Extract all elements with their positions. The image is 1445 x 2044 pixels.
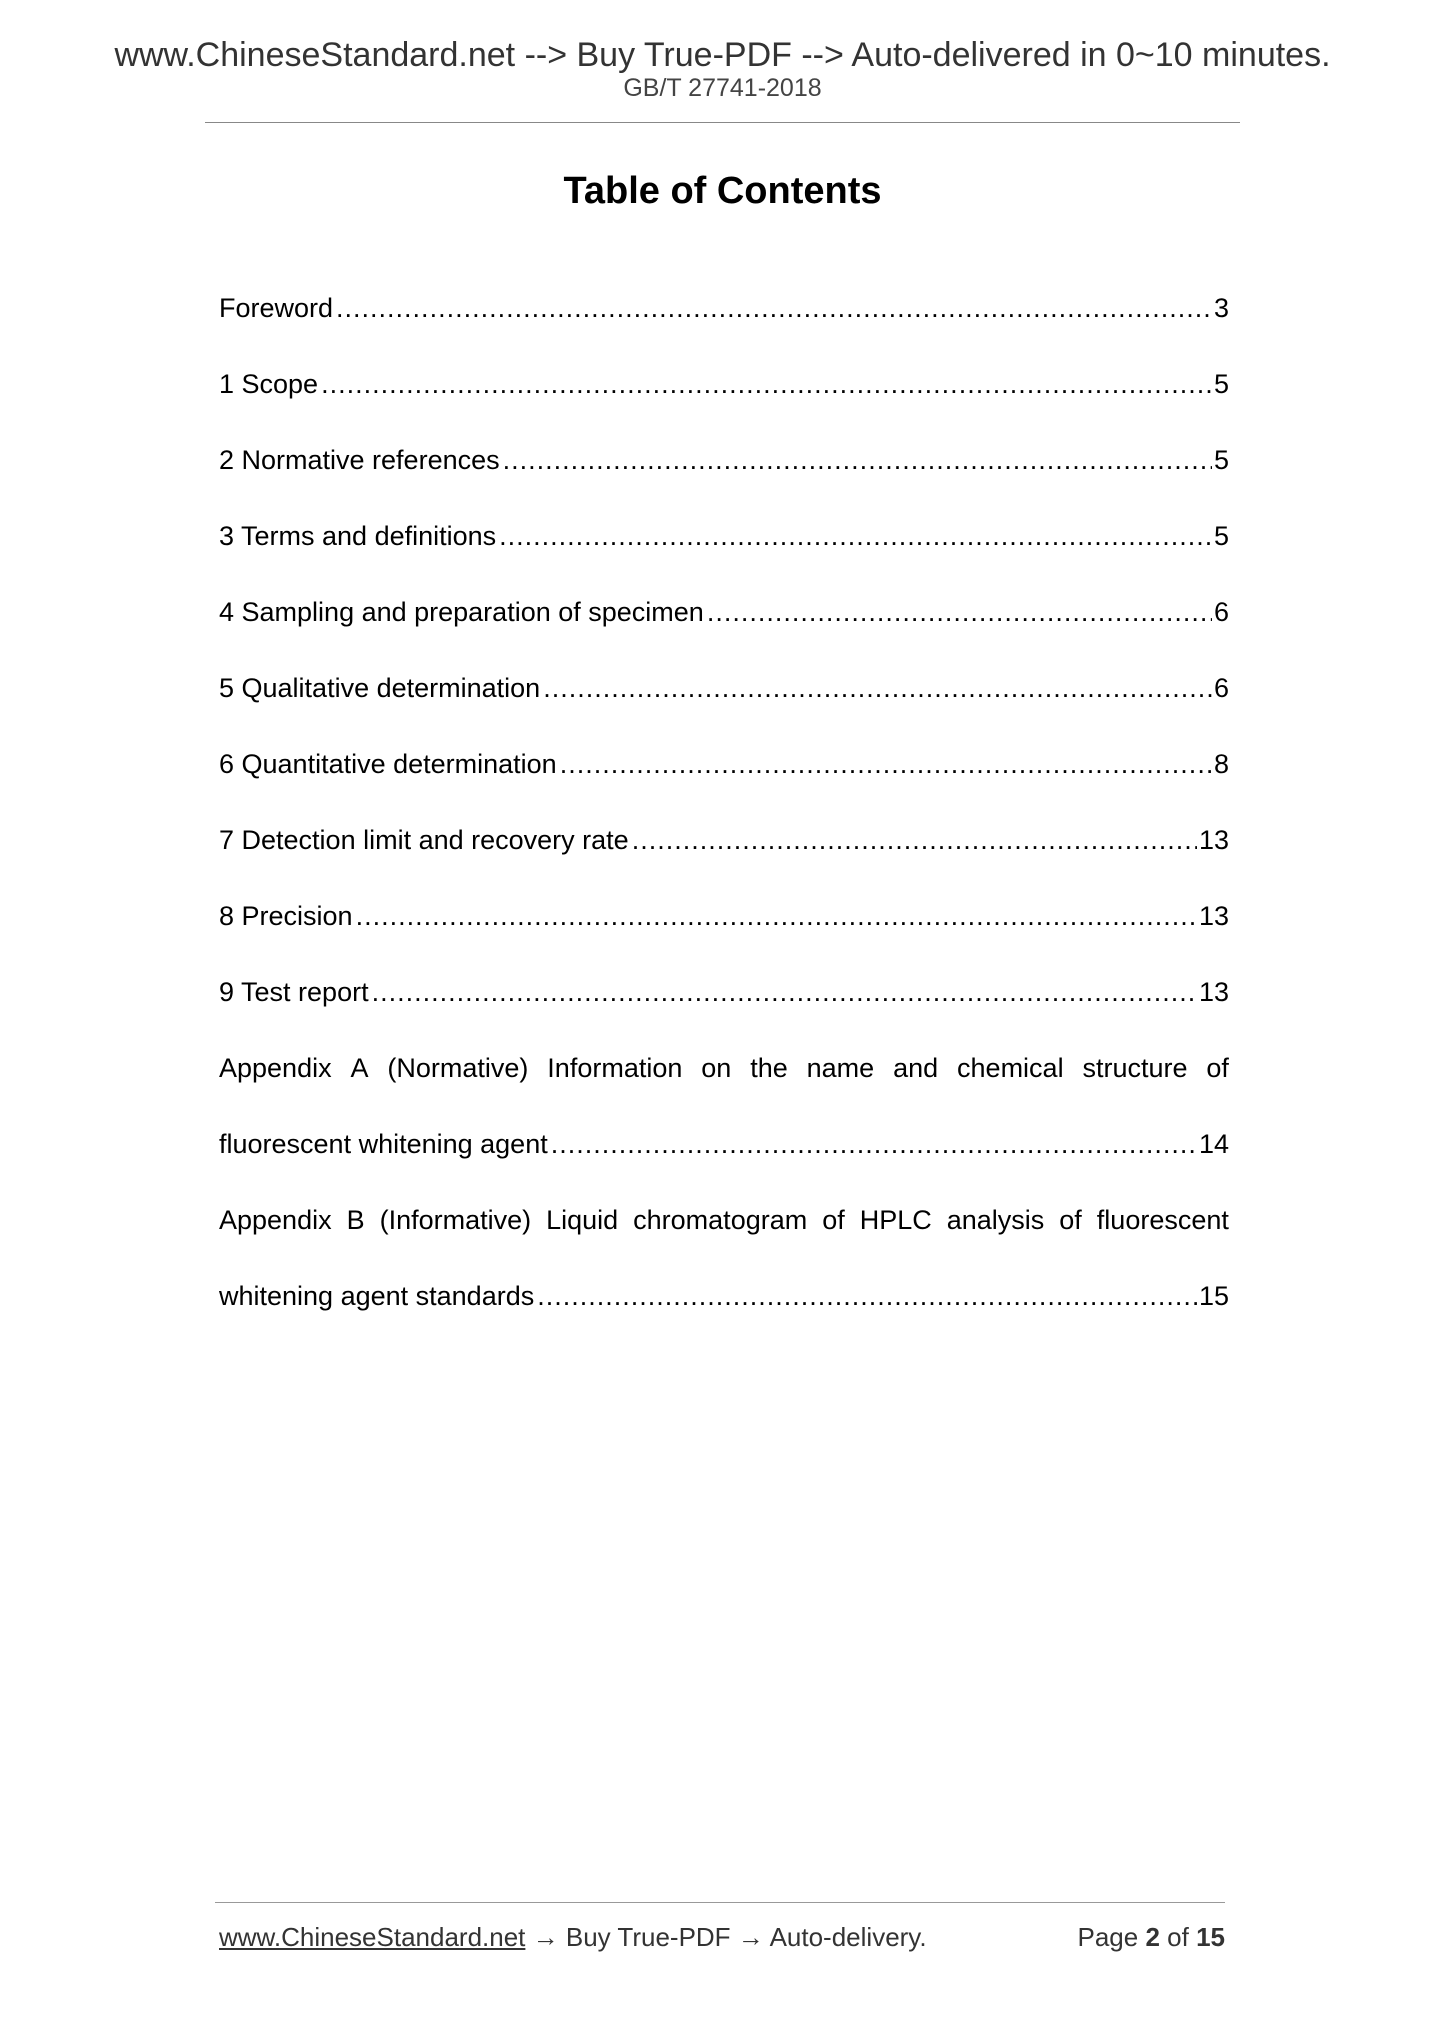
toc-entry-label: Foreword (219, 293, 334, 323)
toc-entry-word: and (893, 1053, 939, 1083)
toc-dot-leader (499, 516, 1212, 556)
toc-entry-word: B (346, 1205, 365, 1235)
toc-entry-label: 2 Normative references (219, 445, 500, 475)
footer-website-link[interactable]: www.ChineseStandard.net (219, 1922, 526, 1952)
toc-entry-label: 7 Detection limit and recovery rate (219, 825, 629, 855)
toc-entry-word: A (350, 1053, 369, 1083)
page-number (1077, 1920, 1225, 1954)
toc-entry-word: of (1059, 1205, 1082, 1235)
toc-dot-leader (336, 288, 1212, 328)
toc-entry-word: Appendix (219, 1053, 332, 1083)
toc-entry-appendix-b-line1[interactable] (219, 1200, 1229, 1276)
toc-entry-label: 9 Test report (219, 977, 369, 1007)
toc-entry-word: on (701, 1053, 732, 1083)
toc-entry-word: chromatogram (633, 1205, 808, 1235)
toc-entry-word: chemical (957, 1053, 1064, 1083)
toc-entry-label: fluorescent whitening agent (219, 1129, 548, 1159)
toc-entry-word: Liquid (546, 1205, 619, 1235)
toc-entry-word: fluorescent (1096, 1205, 1229, 1235)
toc-entry-page: 8 (1213, 749, 1229, 779)
footer-tagline: → Buy True-PDF → Auto-delivery. (525, 1922, 927, 1952)
toc-dot-leader (543, 668, 1212, 708)
toc-entry-appendix-a-line1[interactable] (219, 1048, 1229, 1124)
toc-entry-label: 1 Scope (219, 369, 319, 399)
toc-entry-precision[interactable] (219, 896, 1229, 972)
toc-entry-normative-references[interactable] (219, 440, 1229, 516)
toc-entry-label: whitening agent standards (219, 1281, 535, 1311)
footer-divider (215, 1902, 1225, 1903)
toc-entry-word: Appendix (219, 1205, 332, 1235)
toc-dot-leader (372, 972, 1197, 1012)
toc-entry-page: 15 (1198, 1281, 1229, 1311)
toc-dot-leader (503, 440, 1212, 480)
toc-entry-word: structure (1082, 1053, 1188, 1083)
toc-entry-page: 5 (1213, 445, 1229, 475)
toc-entry-page: 13 (1198, 901, 1229, 931)
toc-entry-word: of (822, 1205, 845, 1235)
toc-entry-sampling[interactable] (219, 592, 1229, 668)
toc-entry-word: (Informative) (379, 1205, 532, 1235)
toc-entry-word: of (1206, 1053, 1229, 1083)
toc-entry-foreword[interactable] (219, 288, 1229, 364)
toc-entry-page: 3 (1213, 293, 1229, 323)
toc-dot-leader (707, 592, 1212, 632)
page-current: 2 (1145, 1922, 1160, 1952)
document-number: GB/T 27741-2018 (623, 74, 822, 102)
page-total: 15 (1196, 1922, 1225, 1952)
toc-entry-page: 5 (1213, 369, 1229, 399)
toc-entry-page: 5 (1213, 521, 1229, 551)
of-word: of (1167, 1922, 1189, 1952)
toc-entry-page: 13 (1198, 977, 1229, 1007)
toc-entry-word: HPLC (859, 1205, 932, 1235)
toc-entry-scope[interactable] (219, 364, 1229, 440)
header-divider (205, 122, 1240, 123)
toc-entry-label: 6 Quantitative determination (219, 749, 557, 779)
toc-entry-word: (Normative) (387, 1053, 529, 1083)
toc-entry-label: 5 Qualitative determination (219, 673, 541, 703)
toc-entry-qualitative[interactable] (219, 668, 1229, 744)
toc-entry-test-report[interactable] (219, 972, 1229, 1048)
toc-entry-appendix-b[interactable] (219, 1276, 1229, 1352)
page-title: Table of Contents (563, 170, 882, 212)
toc-dot-leader (537, 1276, 1197, 1316)
table-of-contents (219, 288, 1229, 1352)
toc-entry-label: 3 Terms and definitions (219, 521, 497, 551)
toc-dot-leader (356, 896, 1197, 936)
toc-dot-leader (632, 820, 1197, 860)
toc-dot-leader (551, 1124, 1197, 1164)
toc-entry-word: Information (547, 1053, 683, 1083)
toc-entry-terms-definitions[interactable] (219, 516, 1229, 592)
toc-entry-page: 13 (1198, 825, 1229, 855)
toc-entry-detection-limit[interactable] (219, 820, 1229, 896)
page-footer (219, 1920, 1225, 1954)
toc-dot-leader (560, 744, 1212, 784)
toc-dot-leader (321, 364, 1212, 404)
page-word: Page (1077, 1922, 1139, 1952)
toc-entry-appendix-a[interactable] (219, 1124, 1229, 1200)
toc-entry-page: 6 (1213, 673, 1229, 703)
toc-entry-page: 6 (1213, 597, 1229, 627)
toc-entry-word: the (750, 1053, 788, 1083)
toc-entry-label: 4 Sampling and preparation of specimen (219, 597, 704, 627)
toc-entry-word: name (806, 1053, 875, 1083)
top-banner: www.ChineseStandard.net --> Buy True-PDF --> Auto-delivered in 0~10 minutes. (114, 36, 1331, 74)
toc-entry-quantitative[interactable] (219, 744, 1229, 820)
toc-entry-word: analysis (946, 1205, 1045, 1235)
toc-entry-page: 14 (1198, 1129, 1229, 1159)
toc-entry-label: 8 Precision (219, 901, 353, 931)
